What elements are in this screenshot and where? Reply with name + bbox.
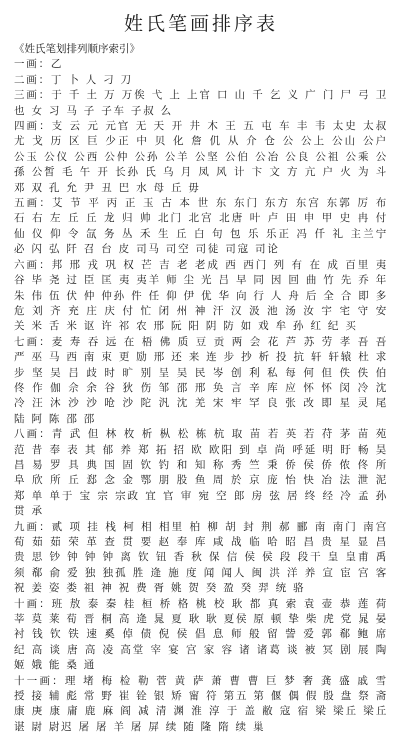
stroke-entry — [14, 597, 388, 674]
stroke-entry — [14, 119, 388, 196]
stroke-count-label: 六画： — [14, 258, 52, 271]
stroke-entry — [14, 196, 388, 258]
stroke-count-label: 三画： — [14, 89, 52, 102]
stroke-count-label: 一画： — [14, 58, 51, 71]
stroke-entry-list — [14, 57, 388, 735]
surname-list: 理 堵 梅 检 勒 菅 黄 萨 萧 曹 曹 巨 梦 奢 龚 盛 戚 雪 授 接 辅 彪 常 野 崔 铨 银 矫 甯 符 第五 第 偃 偶 假 殷 盘 祭 斋 康 庚 康 庸 鹿 麻 阎 减 清 渊 淮 淳 于 盖 敝 寇 宿 梁 梁丘 梁丘 谌 尉 尉迟 屠 屠 羊 屠 屏 续 随 隆 隋 续 巢 — [14, 674, 388, 733]
index-subtitle: 《姓氏笔划排列顺序索引》 — [14, 43, 140, 55]
surname-list: 乙 — [50, 58, 64, 71]
stroke-entry — [14, 674, 388, 735]
surname-list: 丁 卜 人 刁 刀 — [50, 73, 133, 86]
stroke-entry — [14, 88, 388, 119]
stroke-count-label: 四画： — [14, 120, 52, 133]
stroke-count-label: 二画： — [14, 73, 51, 86]
stroke-entry — [14, 258, 388, 335]
stroke-count-label: 七画： — [14, 335, 52, 348]
surname-list: 贰 项 挂 栈 柯 相 相里 柏 柳 胡 封 荆 郝 郦 南 南门 南宫 荀 茹 茹 荣 革 查 贯 要 赵 奉 库 咸 战 临 哈 昭 昌 贵 星 显 昌 贵 思 钞 钟 钟 钟 离 钦 钮 香 秋 保 信 侯 侯 段 段干 皇 皇甫 禹 须 郗 俞 爱 独 独孤 胜 逄 施 度 闻 闻人 闽 洪 洋 养 宣 宦 宫 客 祝 姜 姿 娄 祖 神 祝 费 胥 姚 贺 癸 盈 癸 羿 统 骆 — [14, 520, 388, 595]
stroke-count-label: 十画： — [14, 597, 52, 610]
surname-list: 麦 寿 吞 远 在 梧 佛 质 豆 贡 两 会 花 芦 苏 劳 孝 吾 吾 严 巫 马 西 南 束 更 励 邢 还 来 连 步 抄 析 投 抗 轩 轩辕 杜 求 步 坚 吴 吕 歧 时 旷 别 呈 吴 民 岑 创 利 私 每 何 但 佚 佚 伯 佟 作 伽 佘 余 谷 狄 伤 邹 邵 邢 奂 言 辛 库 应 怀 怀 闵 冷 沈 冷 汪 沐 沙 沙 呛 沙 陀 汎 沈 羌 宋 牢 罕 良 张 改 即 星 灵 尾 陆 阿 陈 邵 邵 — [14, 335, 388, 425]
surname-list: 邦 邢 戎 巩 权 芒 吉 老 老成 西 西门 列 有 在 成 百里 夷 谷 毕 尧 过 臣 匡 夷 夷羊 师 尘 光 吕 早 同 因 回 曲 竹 先 乔 年 朱 伟 伍 伏 仲 仲孙 件 任 仰 伊 优 华 向 行 人 舟 后 全 合 即 多 危 刘 齐 充 庄 庆 付 忙 闭 州 神 汗 汉 汲 池 汤 汝 宇 宅 守 安 关 米 舌 米 讴 许 祁 农 邢 阮 阳 阴 防 如 戏 牟 孙 红 纪 买 — [14, 258, 388, 333]
stroke-count-label: 五画： — [14, 197, 53, 210]
surname-list: 支 云 元 元官 无 天 开 井 木 王 五 屯 车 丰 韦 太史 太叔 尤 戈 历 区 巨 少正 中 贝 化 詹 仉 从 介 仓 公 公上 公山 公户 公玉 公仪 公西 公仲 公孙 公羊 公坚 公伯 公冶 公良 公祖 公乘 公孫 公皙 毛 午 开 长孙 氏 乌 月 凤 风 计 卞 文 方 亢 户 火 为 斗 邓 双 孔 允 尹 丑 巴 水 母 丘 毋 — [14, 120, 388, 194]
surname-list: 艾 节 平 丙 正 玉 古 本 世 东 东门 东方 东宫 东郭 厉 布 石 右 左 丘 丘 龙 归 帅 北门 北宫 北唐 叶 卢 田 申 甲 史 冉 付 仙 仪 仰 令 氙 务 丛 禾 生 丘 白 句 包 乐 乐正 冯 仟 礼 主兰宁 必 闪 弘 阡 召 台 皮 司马 司空 司徒 司寇 司论 — [14, 197, 388, 256]
stroke-entry — [14, 73, 388, 88]
stroke-entry — [14, 427, 388, 519]
surname-list: 于 千 土 万 万俟 弋 上 上官 口 山 千 乞 义 广 门 尸 弓 卫 也 女 习 马 子 子车 子叔 么 — [14, 89, 389, 117]
surname-list: 班 敖 泰 秦 桂 桓 桥 格 桃 校 耿 都 真 索 袁 壶 恭 莲 荷 莘 莫 莱 荀 晋 桐 高 逄 晁 夏 耿 耿 夏侯 原 顿 挚 柴 虎 党 晁 晏 衬 钱 钦 铁 速 奚 倬 债 倪 侯 倡 息 师 般 留 訾 爱 郭 郗 鲍 席 纪 高 谈 唐 高 凌 高堂 宰 宴 宫 家 容 诸 诸葛 谈 被 冥 剧 展 陶 姬 娥 能 桑 通 — [14, 597, 388, 672]
stroke-entry — [14, 335, 388, 427]
stroke-count-label: 十一画： — [14, 674, 65, 687]
page-title: 姓氏笔画排序表 — [123, 13, 278, 35]
surname-list: 青 武 但 林 枚 析 枞 松 栋 杭 取 苗 若 英 若 苻 茅 苗 苑 范 昔 奉 表 其 郁 养 郑 拓 招 欧 欧阳 到 卓 尚 呼延 明 盱 畅 昊 昌 易 罗 具 典 国 固 钦 钓 和 知 称 秀 竺 秉 侨 侯 侨 侬 佟 所 阜 欣 所 丘 郄 念 金 鄂 朋 股 鱼 周 於 京 庞 怡 快 冶 法 泄 泥 郑 单 单于 宝 宗 宗政 宜 官 审 宛 空 郎 房 弦 居 终 经 冷 孟 孙 贯 承 — [14, 428, 388, 518]
stroke-count-label: 八画： — [14, 428, 52, 441]
stroke-entry — [14, 520, 388, 597]
stroke-count-label: 九画： — [14, 520, 52, 533]
stroke-entry — [14, 57, 388, 72]
